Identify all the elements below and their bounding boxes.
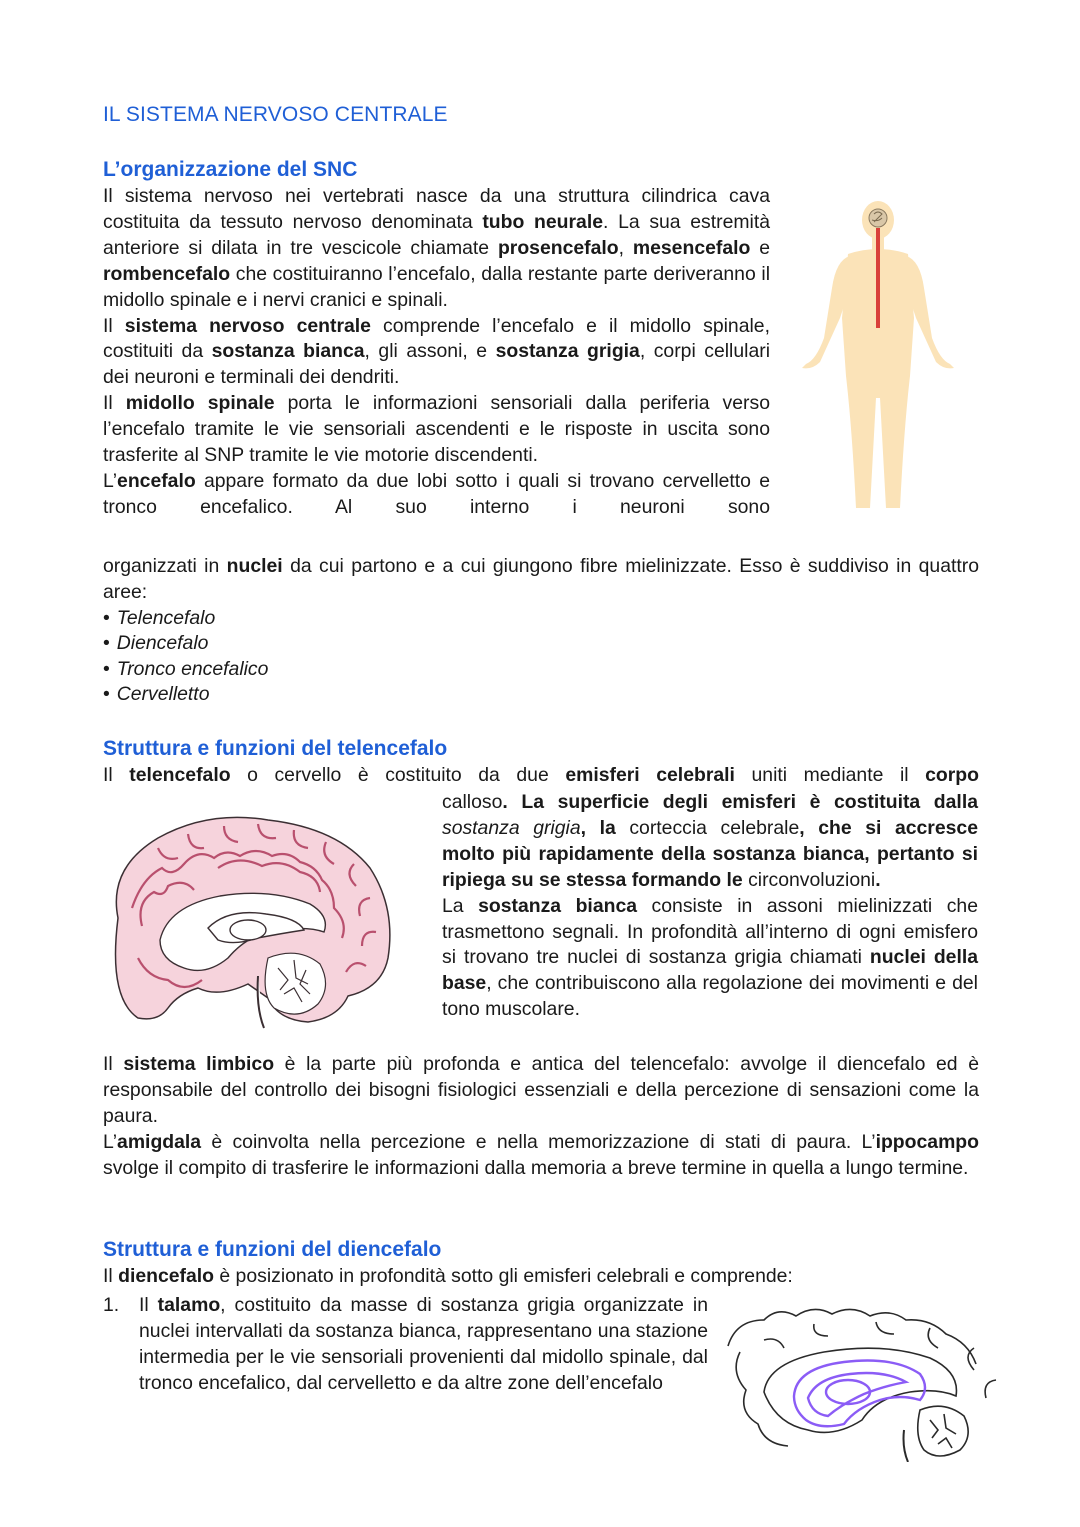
paragraph-block — [103, 184, 770, 521]
section-heading-telencefalo: Struttura e funzioni del telencefalo — [103, 737, 448, 760]
paragraph — [103, 314, 770, 392]
text-run: L’ — [103, 469, 118, 492]
paragraph — [103, 763, 979, 789]
bold-term: encefalo — [117, 469, 196, 492]
bold-term: nuclei — [226, 555, 283, 577]
text-run: , costituito da masse di sostanza grigia organizzate in nuclei intervallati da sostanza bianca, rappresentano una stazione intermedia per le vie sensoriali provenienti dal midollo spinale, dal tronco encefalico, dal cervelletto e da altre zone dell’encefalo — [139, 1294, 708, 1394]
area-list — [103, 606, 268, 708]
text-run: Il — [103, 314, 125, 337]
paragraph — [103, 184, 770, 314]
text-run: L’ — [103, 1130, 118, 1153]
italic-term: sostanza grigia — [442, 816, 581, 839]
paragraph-block — [103, 1052, 979, 1182]
list-item: • Tronco encefalico — [103, 657, 268, 682]
bold-term: sistema nervoso centrale — [124, 314, 371, 337]
text-run: calloso — [442, 791, 503, 813]
list-item: • Diencefalo — [103, 631, 268, 656]
paragraph — [442, 790, 978, 894]
paragraph — [442, 894, 978, 1024]
bold-term: sostanza bianca — [478, 894, 638, 917]
text-run: e — [750, 236, 770, 259]
text-run: , gli assoni, e — [364, 340, 496, 363]
text-run: appare formato da due lobi sotto i quali si trovano cervelletto e tronco encefalico. Al suo interno i neuroni sono — [103, 469, 770, 518]
text-run: , che contribuiscono alla regolazione dei movimenti e del tono muscolare. — [442, 972, 978, 1021]
text-run: o cervello è costituito da due — [230, 764, 566, 786]
human-body-illustration — [796, 198, 956, 512]
thalamus-illustration — [724, 1300, 1020, 1462]
text-run: organizzati in — [103, 555, 227, 577]
numbered-item — [103, 1293, 708, 1397]
bold-term: midollo spinale — [125, 392, 275, 415]
bold-term: ippocampo — [875, 1130, 979, 1153]
paragraph — [103, 1052, 979, 1130]
list-item: • Cervelletto — [103, 682, 268, 707]
bold-term: sostanza grigia — [495, 340, 640, 363]
bold-term: corpo — [925, 764, 979, 786]
brain-sagittal-illustration — [98, 808, 400, 1032]
text-run: Il — [103, 392, 126, 415]
section-heading-diencefalo: Struttura e funzioni del diencefalo — [103, 1238, 442, 1261]
bold-term: . La superficie degli emisferi è costituita dalla — [502, 791, 978, 813]
text-run: corteccia celebrale — [629, 816, 800, 839]
text-run: . La sua estremità anteriore si dilata in tre vescicole chiamate — [103, 210, 771, 259]
text-run: consiste in assoni mielinizzati che trasmettono segnali. In profondità all’interno di ogni emisfero si trovano tre nuclei di sostanza grigia chiamati — [442, 894, 978, 969]
text-run: che costituiranno l’encefalo, dalla restante parte deriveranno il midollo spinale e i nervi cranici e spinali. — [103, 262, 770, 311]
bold-term: . — [875, 868, 881, 891]
bold-term: , la — [580, 816, 630, 839]
paragraph — [103, 1130, 979, 1182]
text-run: Il — [103, 1053, 124, 1075]
text-run: porta le informazioni sensoriali dalla periferia verso l’encefalo tramite le vie sensoriali ascendenti e le risposte in uscita sono trasferite al SNP tramite le vie motorie discendenti. — [103, 392, 770, 467]
bold-term: talamo — [157, 1294, 221, 1316]
text-run: è coinvolta nella percezione e nella memorizzazione di stati di paura. L’ — [201, 1130, 876, 1153]
paragraph — [103, 469, 770, 521]
text-run: , corpi cellulari dei neuroni e terminali dei dendriti. — [103, 340, 770, 389]
item-text — [139, 1293, 708, 1397]
text-run: uniti mediante il — [734, 764, 926, 786]
text-run: da cui partono e a cui giungono fibre mielinizzate. Esso è suddiviso in quattro aree: — [103, 555, 980, 603]
text-run: Il — [103, 1265, 119, 1287]
text-run: Il sistema nervoso nei vertebrati nasce da una struttura cilindrica cava costituita da tessuto nervoso denominata — [103, 185, 770, 233]
text-run: è la parte più profonda e antica del telencefalo: avvolge il diencefalo ed è responsabile del controllo dei bisogni fisiologici essenziali e della percezione di sensazioni come la paura. — [103, 1053, 979, 1127]
bold-term: amigdala — [117, 1130, 202, 1153]
text-run: svolge il compito di trasferire le informazioni dalla memoria a breve termine in quella a lungo termine. — [103, 1156, 969, 1179]
text-run: La — [442, 894, 479, 917]
bold-term: sostanza bianca — [211, 340, 365, 363]
bold-term: mesencefalo — [632, 236, 751, 259]
paragraph — [103, 1264, 979, 1290]
bold-term: rombencefalo — [103, 262, 231, 285]
text-run: comprende l’encefalo e il midollo spinale, costituiti da — [103, 314, 770, 363]
text-run: circonvoluzioni — [748, 868, 876, 891]
text-run: è posizionato in profondità sotto gli emisferi celebrali e comprende: — [214, 1265, 793, 1287]
bold-term: sistema limbico — [123, 1053, 275, 1075]
list-item: • Telencefalo — [103, 606, 268, 631]
text-run: Il — [103, 764, 130, 786]
bold-term: nuclei della base — [442, 946, 979, 995]
text-run: , — [618, 236, 633, 259]
section-heading-snc: L’organizzazione del SNC — [103, 158, 358, 181]
bold-term: , che si accresce molto più rapidamente della sostanza bianca, pertanto si ripiega su se stessa formando le — [442, 816, 978, 891]
text-run: Il — [139, 1294, 158, 1316]
bold-term: tubo neurale — [482, 210, 603, 233]
bold-term: prosencefalo — [497, 236, 619, 259]
paragraph — [103, 391, 770, 469]
item-number: 1. — [103, 1294, 120, 1316]
bold-term: telencefalo — [129, 764, 231, 786]
bold-term: emisferi celebrali — [565, 764, 735, 786]
bold-term: diencefalo — [118, 1265, 214, 1287]
paragraph-block — [442, 790, 978, 1023]
paragraph — [103, 554, 979, 606]
page-title: IL SISTEMA NERVOSO CENTRALE — [103, 103, 448, 126]
